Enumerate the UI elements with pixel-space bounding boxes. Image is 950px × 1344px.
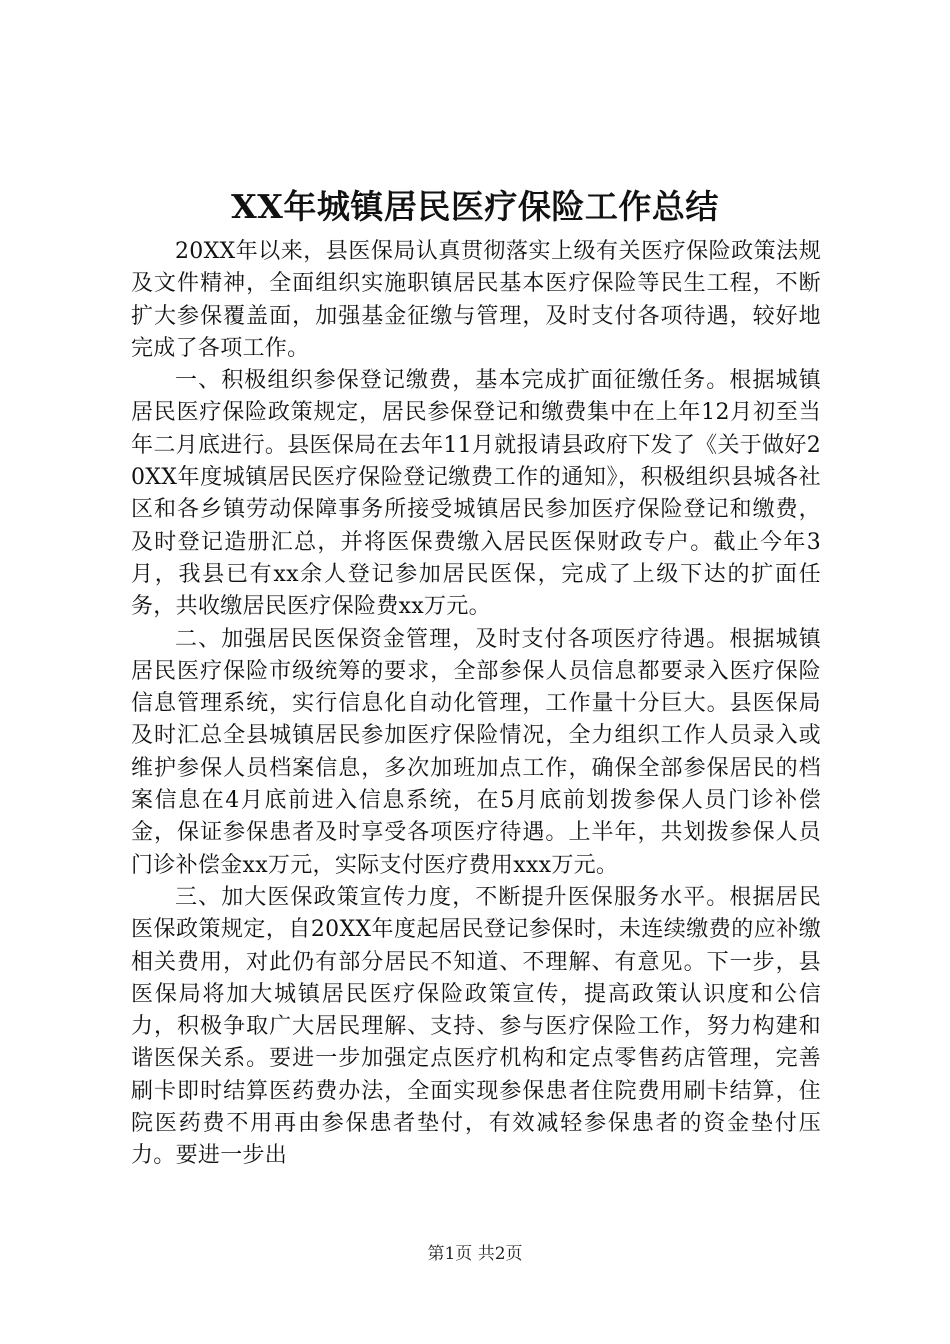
paragraph-section-3: 三、加大医保政策宣传力度，不断提升医保服务水平。根据居民医保政策规定，自20XX年度起居民登记参保时，未连续缴费的应补缴相关费用，对此仍有部分居民不知道、不理解、有意见。下一步，县医保局将加大城镇居民医疗保险政策宣传，提高政策认识度和公信力，积极争取广大居民理解、支持、参与医疗保险工作，努力构建和谐医保关系。要进一步加强定点医疗机构和定点零售药店管理，完善刷卡即时结算医药费办法，全面实现参保患者住院费用刷卡结算，住院医药费不用再由参保患者垫付，有效减轻参保患者的资金垫付压力。要进一步出 [131, 884, 821, 1169]
paragraph-section-1: 一、积极组织参保登记缴费，基本完成扩面征缴任务。根据城镇居民医疗保险政策规定，居民参保登记和缴费集中在上年12月初至当年二月底进行。县医保局在去年11月就报请县政府下发了《关于做好20XX年度城镇居民医疗保险登记缴费工作的通知》，积极组织县城各社区和各乡镇劳动保障事务所接受城镇居民参加医疗保险登记和缴费，及时登记造册汇总，并将医保费缴入居民医保财政专户。截止今年3月，我县已有xx余人登记参加居民医保，完成了上级下达的扩面任务，共收缴居民医疗保险费xx万元。 [131, 368, 821, 620]
document-title: XX年城镇居民医疗保险工作总结 [231, 187, 719, 226]
paragraph-intro: 20XX年以来，县医保局认真贯彻落实上级有关医疗保险政策法规及文件精神，全面组织实施职镇居民基本医疗保险等民生工程，不断扩大参保覆盖面，加强基金征缴与管理，及时支付各项待遇，较好地完成了各项工作。 [131, 239, 821, 361]
page-number-footer: 第1页 共2页 [427, 1244, 523, 1264]
paragraph-section-2: 二、加强居民医保资金管理，及时支付各项医疗待遇。根据城镇居民医疗保险市级统筹的要求，全部参保人员信息都要录入医疗保险信息管理系统，实行信息化自动化管理，工作量十分巨大。县医保局及时汇总全县城镇居民参加医疗保险情况，全力组织工作人员录入或维护参保人员档案信息，多次加班加点工作，确保全部参保居民的档案信息在4月底前进入信息系统，在5月底前划拨参保人员门诊补偿金，保证参保患者及时享受各项医疗待遇。上半年，共划拨参保人员门诊补偿金xx万元，实际支付医疗费用xxx万元。 [131, 626, 821, 878]
document-body [131, 236, 821, 1173]
